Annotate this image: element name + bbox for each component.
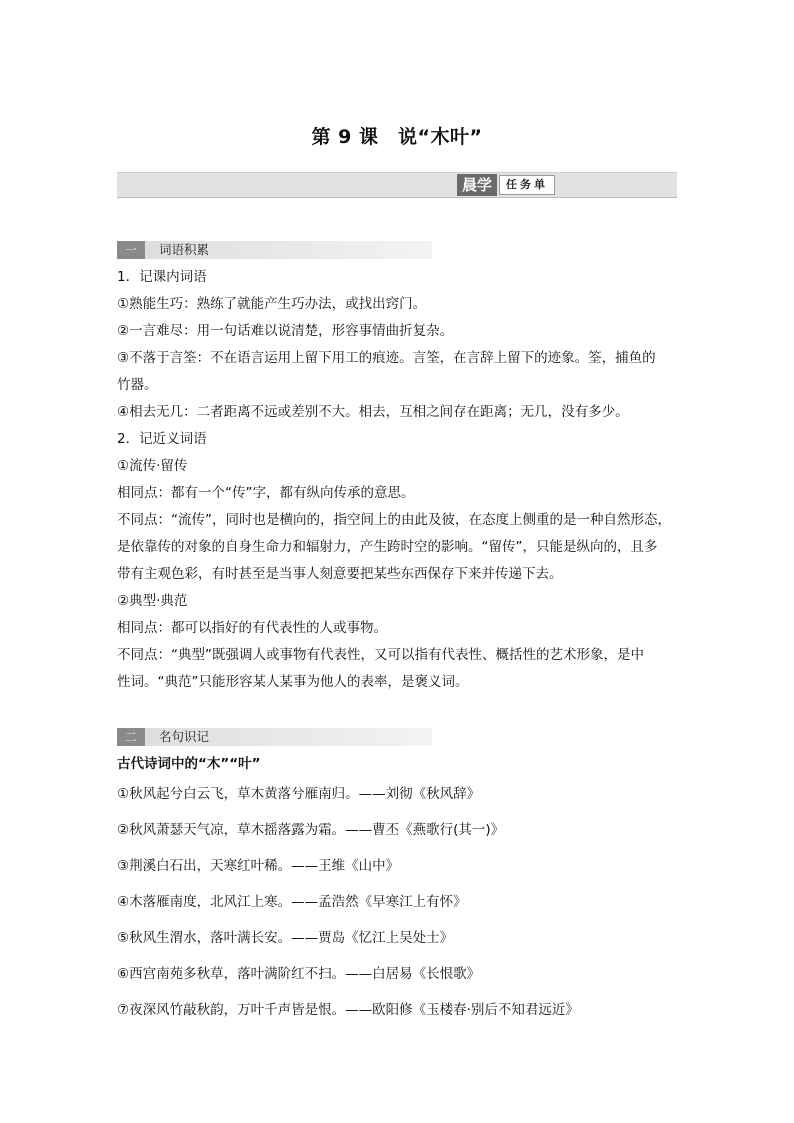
text-line: 相同点：都有一个“传”字，都有纵向传承的意思。 xyxy=(117,485,415,501)
poem-line: ①秋风起兮白云飞，草木黄落兮雁南归。——刘彻《秋风辞》 xyxy=(117,786,481,802)
section-number: 一 xyxy=(117,241,145,259)
text-line: 不同点：“典型”既强调人或事物有代表性，又可以指有代表性、概括性的艺术形象，是中 xyxy=(117,647,644,663)
text-line: 相同点：都可以指好的有代表性的人或事物。 xyxy=(117,620,387,636)
text-line: 是依靠传的对象的自身生命力和辐射力，产生跨时空的影响。“留传”，只能是纵向的，且多 xyxy=(117,539,658,555)
section-header-vocabulary xyxy=(117,241,432,259)
poem-line: ③荆溪白石出，天寒红叶稀。——王维《山中》 xyxy=(117,858,400,874)
section-title: 词语积累 xyxy=(159,242,210,257)
banner-tag xyxy=(457,174,555,196)
section-header-famous-lines xyxy=(117,728,432,746)
section-subtitle: 古代诗词中的“木”“叶” xyxy=(117,756,261,772)
text-line: 1．记课内词语 xyxy=(117,269,207,285)
poem-line: ⑤秋风生渭水，落叶满长安。——贾岛《忆江上吴处士》 xyxy=(117,930,454,946)
section-title: 名句识记 xyxy=(159,729,210,744)
page-title: 第 9 课 说“木叶” xyxy=(311,126,483,148)
text-line: ②典型·典范 xyxy=(117,593,188,609)
text-line: 竹器。 xyxy=(117,377,158,393)
poem-line: ⑥西宫南苑多秋草，落叶满阶红不扫。——白居易《长恨歌》 xyxy=(117,966,481,982)
banner-sub-label: 任务单 xyxy=(499,175,555,195)
section-number: 二 xyxy=(117,728,145,746)
text-line: 带有主观色彩，有时甚至是当事人刻意要把某些东西保存下来并传递下去。 xyxy=(117,566,563,582)
text-line: 性词。“典范”只能形容某人某事为他人的表率，是褒义词。 xyxy=(117,674,469,690)
text-line: 不同点：“流传”，同时也是横向的，指空间上的由此及彼，在态度上侧重的是一种自然形态， xyxy=(117,512,671,528)
banner-main-label: 晨学 xyxy=(457,174,497,196)
text-line: ③不落于言筌：不在语言运用上留下用工的痕迹。言筌，在言辞上留下的迹象。筌，捕鱼的 xyxy=(117,350,656,366)
text-line: ②一言难尽：用一句话难以说清楚，形容事情曲折复杂。 xyxy=(117,323,454,339)
poem-line: ②秋风萧瑟天气凉，草木摇落露为霜。——曹丕《燕歌行(其一)》 xyxy=(117,822,505,838)
text-line: ①熟能生巧：熟练了就能产生巧办法，或找出窍门。 xyxy=(117,296,427,312)
text-line: ④相去无几：二者距离不远或差别不大。相去，互相之间存在距离；无几，没有多少。 xyxy=(117,404,629,420)
poem-line: ⑦夜深风竹敲秋韵，万叶千声皆是恨。——欧阳修《玉楼春·别后不知君远近》 xyxy=(117,1002,579,1018)
poem-line: ④木落雁南度，北风江上寒。——孟浩然《早寒江上有怀》 xyxy=(117,894,467,910)
text-line: ①流传·留传 xyxy=(117,458,188,474)
section-banner xyxy=(117,172,677,198)
text-line: 2．记近义词语 xyxy=(117,431,207,447)
